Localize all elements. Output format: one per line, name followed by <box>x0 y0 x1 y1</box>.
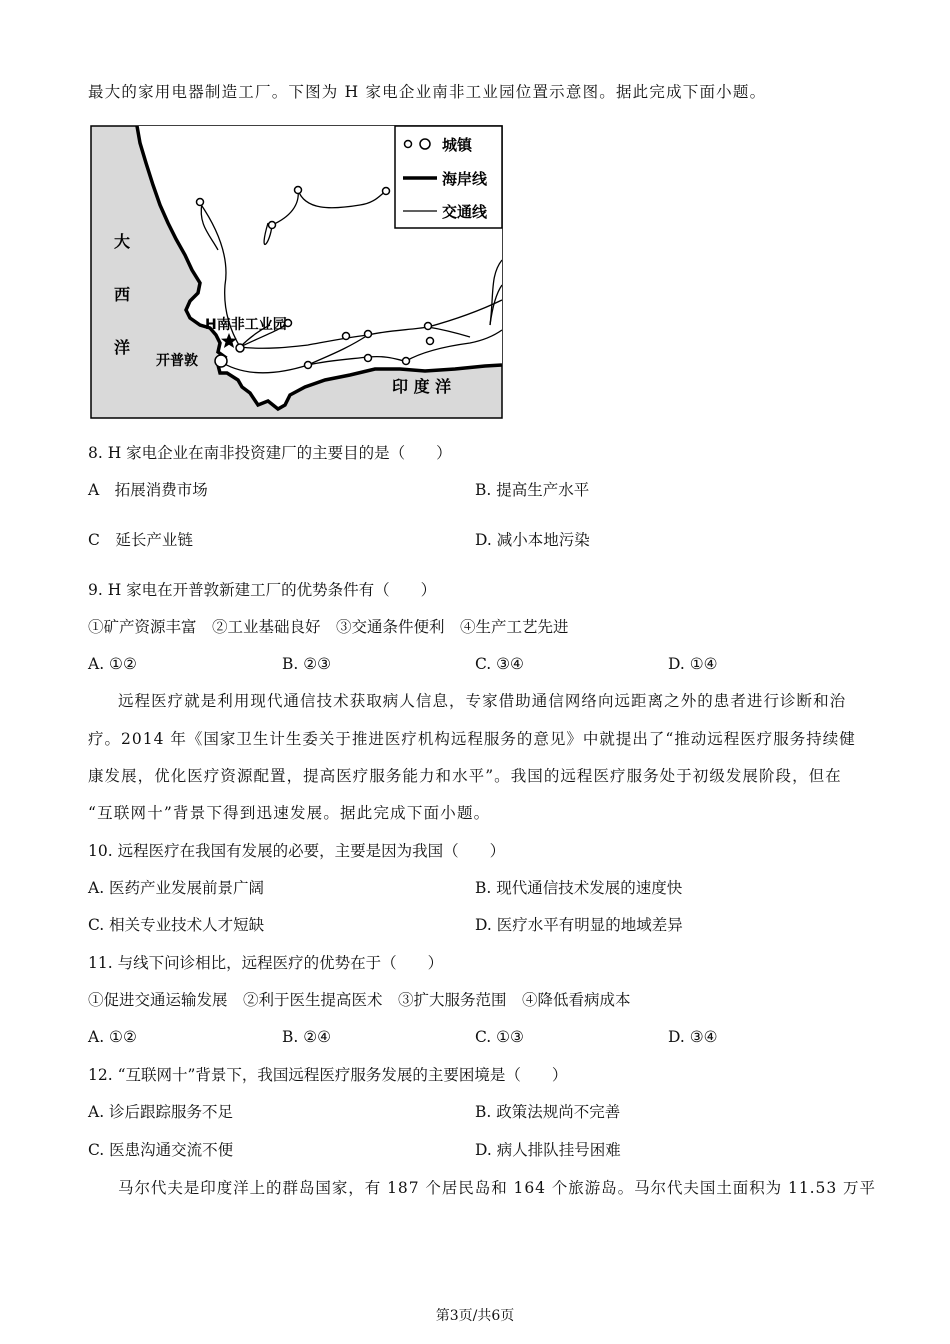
q12-option-a: A. 诊后跟踪服务不足 <box>88 1103 234 1121</box>
q11-option-b: B. ②④ <box>282 1028 332 1046</box>
q12-stem: 12. “互联网十”背景下，我国远程医疗服务发展的主要困境是（ ） <box>88 1066 568 1084</box>
q8-stem: 8. H 家电企业在南非投资建厂的主要目的是（ ） <box>88 444 452 462</box>
town-marker <box>365 331 372 338</box>
capetown-marker <box>215 355 227 367</box>
passage2-line-2: 疗。2014 年《国家卫生计生委关于推进医疗机构远程服务的意见》中就提出了“推动远程医疗服务持续健 <box>88 730 856 748</box>
town-marker <box>365 355 372 362</box>
q10-option-b: B. 现代通信技术发展的速度快 <box>475 879 683 897</box>
q11-option-c: C. ①③ <box>475 1028 524 1046</box>
atlantic-label-2: 西 <box>114 285 131 304</box>
passage2-line-4: “互联网十”背景下得到迅速发展。据此完成下面小题。 <box>88 804 491 822</box>
q11-stem: 11. 与线下问诊相比，远程医疗的优势在于（ ） <box>88 954 444 972</box>
passage2-line-3: 康发展，优化医疗资源配置，提高医疗服务能力和水平”。我国的远程医疗服务处于初级发展阶段，但在 <box>88 767 842 785</box>
q9-option-a: A. ①② <box>88 655 137 673</box>
legend-town-icon <box>405 141 412 148</box>
town-marker <box>197 199 204 206</box>
town-marker <box>425 323 432 330</box>
q12-option-b: B. 政策法规尚不完善 <box>475 1103 621 1121</box>
q8-option-c: C 延长产业链 <box>88 531 193 549</box>
capetown-label: 开普敦 <box>156 353 198 369</box>
q10-option-a: A. 医药产业发展前景广阔 <box>88 879 265 897</box>
legend-coast-label: 海岸线 <box>442 170 488 188</box>
atlantic-label-3: 洋 <box>114 338 131 357</box>
location-map <box>90 125 504 420</box>
q11-option-a: A. ①② <box>88 1028 137 1046</box>
q9-option-c: C. ③④ <box>475 655 524 673</box>
q8-option-a: A 拓展消费市场 <box>88 481 208 499</box>
town-marker <box>383 188 390 195</box>
passage2-line-1: 远程医疗就是利用现代通信技术获取病人信息，专家借助通信网络向远距离之外的患者进行诊断和治 <box>118 692 847 710</box>
town-marker <box>269 222 276 229</box>
q11-items: ①促进交通运输发展 ②利于医生提高医术 ③扩大服务范围 ④降低看病成本 <box>88 991 631 1009</box>
page-number: 第3页/共6页 <box>435 1308 515 1324</box>
town-marker <box>427 338 434 345</box>
q9-option-b: B. ②③ <box>282 655 332 673</box>
q10-option-c: C. 相关专业技术人才短缺 <box>88 916 265 934</box>
town-marker <box>305 362 312 369</box>
q9-stem: 9. H 家电在开普敦新建工厂的优势条件有（ ） <box>88 581 437 599</box>
intro-text: 最大的家用电器制造工厂。下图为 H 家电企业南非工业园位置示意图。据此完成下面小题。 <box>88 83 767 101</box>
town-marker <box>295 187 302 194</box>
q10-option-d: D. 医疗水平有明显的地域差异 <box>475 916 683 934</box>
atlantic-label-1: 大 <box>114 232 131 251</box>
q12-option-d: D. 病人排队挂号困难 <box>475 1141 621 1159</box>
legend-town-icon <box>420 139 430 149</box>
q8-option-b: B. 提高生产水平 <box>475 481 590 499</box>
legend-transport-label: 交通线 <box>442 203 488 221</box>
q10-stem: 10. 远程医疗在我国有发展的必要，主要是因为我国（ ） <box>88 842 506 860</box>
town-marker <box>403 358 410 365</box>
q12-option-c: C. 医患沟通交流不便 <box>88 1141 234 1159</box>
legend-town-label: 城镇 <box>442 136 473 154</box>
indian-ocean-label: 印 度 洋 <box>392 377 452 396</box>
q11-option-d: D. ③④ <box>668 1028 718 1046</box>
industrial-park-label: H南非工业园 <box>205 317 287 333</box>
town-marker <box>236 344 244 352</box>
town-marker <box>343 333 350 340</box>
q9-option-d: D. ①④ <box>668 655 718 673</box>
q8-option-d: D. 减小本地污染 <box>475 531 590 549</box>
q9-items: ①矿产资源丰富 ②工业基础良好 ③交通条件便利 ④生产工艺先进 <box>88 618 569 636</box>
passage3-line-1: 马尔代夫是印度洋上的群岛国家，有 187 个居民岛和 164 个旅游岛。马尔代夫国土面积为 11.53 万平 <box>118 1179 876 1197</box>
